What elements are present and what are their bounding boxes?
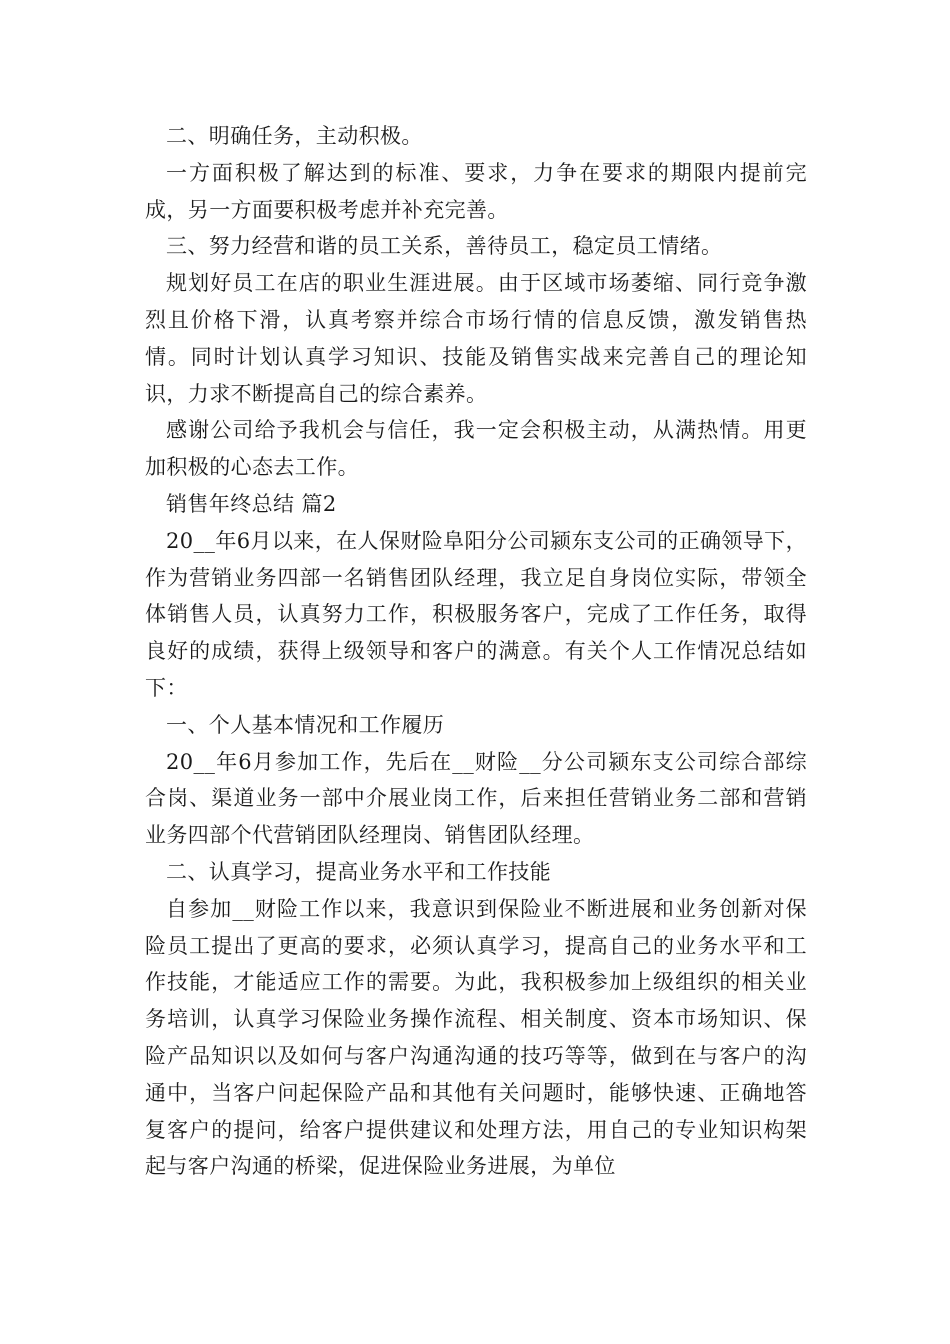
paragraph-tasks-body: 一方面积极了解达到的标准、要求，力争在要求的期限内提前完成，另一方面要积极考虑并补充完善。 [145, 160, 807, 222]
section-heading-tasks: 二、明确任务，主动积极。 [166, 124, 423, 148]
paragraph-work-history: 20__年6月参加工作，先后在__财险__分公司颍东支公司综合部综合岗、渠道业务一部中介展业岗工作，后来担任营销业务二部和营销业务四部个代营销团队经理岗、销售团队经理。 [145, 749, 807, 848]
section-heading-study: 二、认真学习，提高业务水平和工作技能 [166, 859, 552, 884]
paragraph-career-planning: 规划好员工在店的职业生涯进展。由于区域市场萎缩、同行竞争激烈且价格下滑，认真考察并综合市场行情的信息反馈，激发销售热情。同时计划认真学习知识、技能及销售实战来完善自己的理论知识，力求不断提高自己的综合素养。 [145, 271, 807, 406]
section-heading-employee-relations: 三、努力经营和谐的员工关系，善待员工，稳定员工情绪。 [166, 234, 723, 259]
paragraph-thanks: 感谢公司给予我机会与信任，我一定会积极主动，从满热情。用更加积极的心态去工作。 [145, 418, 807, 480]
section-heading-personal-info: 一、个人基本情况和工作履历 [166, 712, 445, 737]
article-title-part2: 销售年终总结 篇2 [166, 491, 337, 516]
paragraph-study-body: 自参加__财险工作以来，我意识到保险业不断进展和业务创新对保险员工提出了更高的要求，必须认真学习，提高自己的业务水平和工作技能，才能适应工作的需要。为此，我积极参加上级组织的相关业务培训，认真学习保险业务操作流程、相关制度、资本市场知识、保险产品知识以及如何与客户沟通沟通的技巧等等，做到在与客户的沟通中，当客户问起保险产品和其他有关问题时，能够快速、正确地答复客户的提问，给客户提供建议和处理方法，用自己的专业知识构架起与客户沟通的桥梁，促进保险业务进展，为单位 [145, 896, 807, 1179]
document-body [145, 118, 807, 1185]
paragraph-intro: 20__年6月以来，在人保财险阜阳分公司颍东支公司的正确领导下，作为营销业务四部一名销售团队经理，我立足自身岗位实际，带领全体销售人员，认真努力工作，积极服务客户，完成了工作任务，取得良好的成绩，获得上级领导和客户的满意。有关个人工作情况总结如下： [145, 528, 807, 700]
